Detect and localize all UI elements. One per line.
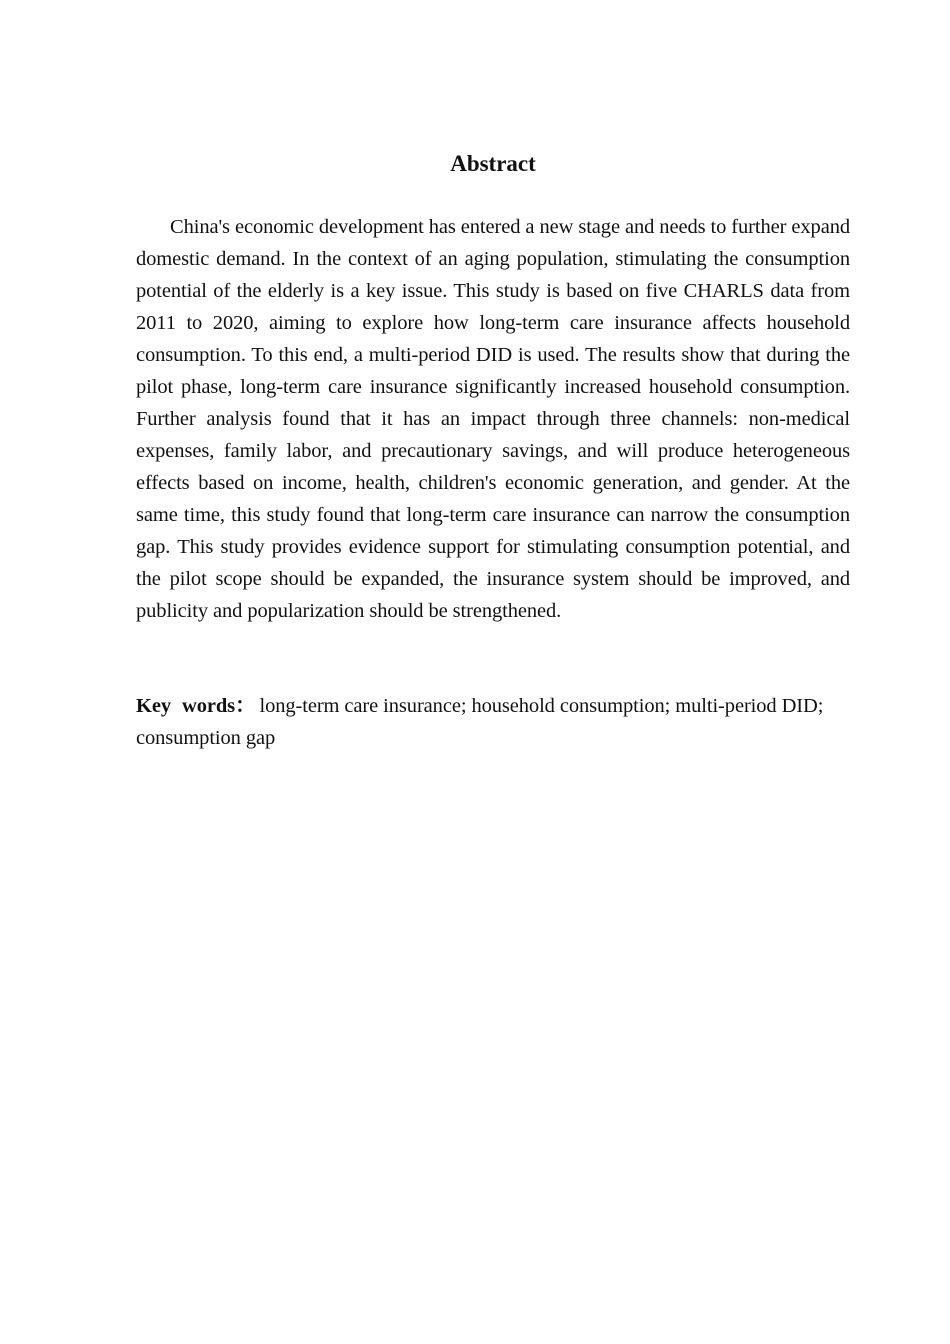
keywords-text: long-term care insurance; household consumption; multi-period DID; consumption gap (136, 695, 824, 749)
keywords-separator: ： (235, 695, 256, 717)
abstract-body: China's economic development has entered a new stage and needs to further expand domestic demand. In the context of an aging population, stimulating the consumption potential of the elderly is a key issue. This study is based on five CHARLS data from 2011 to 2020, aiming to explore how long-term care insurance affects household consumption. To this end, a multi-period DID is used. The results show that during the pilot phase, long-term care insurance significantly increased household consumption. Further analysis found that it has an impact through three channels: non-medical expenses, family labor, and precautionary savings, and will produce heterogeneous effects based on income, health, children's economic generation, and gender. At the same time, this study found that long-term care insurance can narrow the consumption gap. This study provides evidence support for stimulating consumption potential, and the pilot scope should be expanded, the insurance system should be improved, and publicity and popularization should be strengthened. (136, 216, 850, 622)
keywords-label: Key words (136, 695, 236, 717)
keywords-line (136, 691, 850, 754)
abstract-title: Abstract (450, 151, 536, 176)
